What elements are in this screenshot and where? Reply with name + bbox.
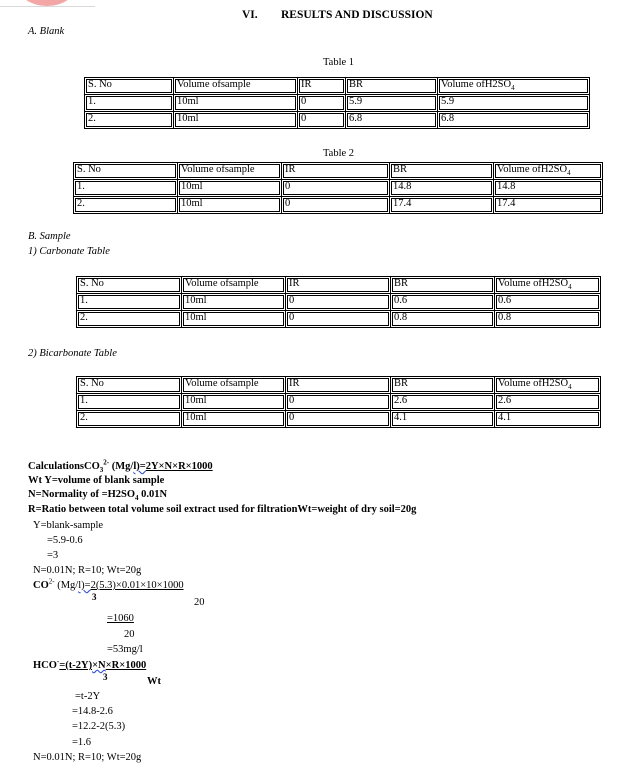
table-cell: 14.8 — [390, 180, 494, 197]
table-cell: 1. — [85, 95, 174, 112]
table-cell: 0 — [286, 394, 391, 411]
table-cell: 0 — [286, 411, 391, 428]
bicarbonate-table — [76, 376, 601, 428]
table-cell: 1. — [74, 180, 178, 197]
carbonate-table — [76, 276, 601, 328]
table-cell: 2.6 — [495, 394, 601, 411]
table-row — [85, 95, 590, 112]
table-cell: 10ml — [178, 180, 282, 197]
table-cell: 10ml — [174, 112, 298, 129]
column-header: Volume ofsample — [178, 163, 282, 180]
table-cell: 10ml — [182, 411, 286, 428]
column-header: S. No — [77, 277, 182, 294]
calc-co-denominator: 20 — [194, 597, 205, 608]
table-cell: 2. — [77, 311, 182, 328]
column-header: IR — [286, 277, 391, 294]
column-header: BR — [391, 377, 495, 394]
calc-result-final: =53mg/l — [107, 644, 143, 655]
table-cell: 0 — [298, 112, 346, 129]
calc-t-def: =t-2Y — [75, 691, 101, 702]
table-cell: 0 — [286, 311, 391, 328]
column-header-subscript: 4 — [568, 383, 572, 392]
column-header — [438, 78, 590, 95]
calc-co-formula: $CO^{2-}$ (Mg/l)=2(5.3)×0.01×10×1000 — [33, 577, 184, 591]
table-cell: 0.6 — [495, 294, 601, 311]
table-cell: 14.8 — [494, 180, 603, 197]
column-header-subscript: 4 — [567, 169, 571, 178]
table-cell: 10ml — [178, 197, 282, 214]
calc-hco-subscript: 3 — [103, 672, 108, 682]
table-cell: 10ml — [182, 294, 286, 311]
calc-result-denominator: 20 — [124, 629, 135, 640]
calc-line-4: R=Ratio between total volume soil extract used for filtrationWt=weight of dry soil=20g — [28, 504, 417, 515]
column-header-label: Volume ofH2SO — [498, 378, 569, 389]
column-header-label: Volume ofH2SO — [498, 278, 569, 289]
column-header: S. No — [77, 377, 182, 394]
table-cell: 17.4 — [494, 197, 603, 214]
table-cell: 5.9 — [346, 95, 438, 112]
calc-hco-formula: HCO-=(t-2Y)×N×R×1000 — [33, 657, 147, 671]
table-2 — [73, 162, 603, 214]
section-number: VI. — [242, 9, 258, 21]
column-header: BR — [346, 78, 438, 95]
table-cell: 0.8 — [391, 311, 495, 328]
column-header-label: Volume ofH2SO — [441, 79, 512, 90]
blank-heading: A. Blank — [28, 26, 65, 37]
calc-y-def: Y=blank-sample — [33, 520, 104, 531]
table-cell: 0 — [282, 180, 390, 197]
column-header — [495, 377, 601, 394]
calc-y-result: =3 — [47, 550, 59, 561]
calc-t-result: =1.6 — [72, 737, 92, 748]
table-cell: 10ml — [182, 394, 286, 411]
table-cell: 1. — [77, 394, 182, 411]
table-row — [77, 311, 601, 328]
table-row — [74, 180, 603, 197]
table-cell: 2.6 — [391, 394, 495, 411]
calc-hco-denominator: Wt — [147, 676, 161, 687]
table-cell: 1. — [77, 294, 182, 311]
table-cell: 6.8 — [346, 112, 438, 129]
calc-y-sub: =5.9-0.6 — [47, 535, 83, 546]
table-cell: 2. — [74, 197, 178, 214]
calc-line-3: N=Normality of $=H2SO_4$ 0.01N — [28, 489, 168, 503]
table-cell: 0.6 — [391, 294, 495, 311]
bicarbonate-heading: 2) Bicarbonate Table — [28, 348, 117, 359]
column-header: IR — [286, 377, 391, 394]
calc-params-1: N=0.01N; R=10; Wt=20g — [33, 565, 142, 576]
column-header — [495, 277, 601, 294]
table-row — [77, 411, 601, 428]
calc-co-subscript: 3 — [92, 592, 97, 602]
table2-caption: Table 2 — [323, 148, 355, 159]
table-header-row — [77, 277, 601, 294]
table-cell: 2. — [85, 112, 174, 129]
table-cell: 2. — [77, 411, 182, 428]
table-row — [77, 394, 601, 411]
sample-heading: B. Sample — [28, 231, 71, 242]
table1-caption: Table 1 — [323, 57, 355, 68]
calc-result-numerator: =1060 — [107, 613, 134, 624]
table-cell: 10ml — [174, 95, 298, 112]
column-header: Volume ofsample — [174, 78, 298, 95]
column-header: BR — [390, 163, 494, 180]
table-cell: 17.4 — [390, 197, 494, 214]
column-header: S. No — [74, 163, 178, 180]
column-header: IR — [282, 163, 390, 180]
column-header-label: Volume ofH2SO — [497, 164, 568, 175]
table-cell: 4.1 — [495, 411, 601, 428]
calc-line-1: CalculationsCO$_3^{2-}$ (Mg/l)=2Y×N×R×1000 — [28, 458, 213, 475]
column-header: Volume ofsample — [182, 277, 286, 294]
table-row — [77, 294, 601, 311]
column-header — [494, 163, 603, 180]
table-cell: 5.9 — [438, 95, 590, 112]
calc-t-expand: =12.2-2(5.3) — [72, 721, 126, 732]
section-title: RESULTS AND DISCUSSION — [281, 9, 433, 21]
calc-t-sub: =14.8-2.6 — [72, 706, 113, 717]
calc-line-2: Wt Y=volume of blank sample — [28, 475, 165, 486]
column-header: BR — [391, 277, 495, 294]
table-header-row — [85, 78, 590, 95]
table-cell: 0 — [298, 95, 346, 112]
table-cell: 6.8 — [438, 112, 590, 129]
column-header-subscript: 4 — [568, 283, 572, 292]
table-header-row — [77, 377, 601, 394]
column-header: S. No — [85, 78, 174, 95]
table-header-row — [74, 163, 603, 180]
table-cell: 0 — [286, 294, 391, 311]
column-header-subscript: 4 — [511, 84, 515, 93]
column-header: IR — [298, 78, 346, 95]
table-cell: 10ml — [182, 311, 286, 328]
table-cell: 0.8 — [495, 311, 601, 328]
table-cell: 4.1 — [391, 411, 495, 428]
table-row — [85, 112, 590, 129]
calc-params-2: N=0.01N; R=10; Wt=20g — [33, 752, 142, 763]
table-cell: 0 — [282, 197, 390, 214]
carbonate-heading: 1) Carbonate Table — [28, 246, 110, 257]
table-1 — [84, 77, 590, 129]
column-header: Volume ofsample — [182, 377, 286, 394]
top-decoration — [0, 0, 95, 8]
table-row — [74, 197, 603, 214]
